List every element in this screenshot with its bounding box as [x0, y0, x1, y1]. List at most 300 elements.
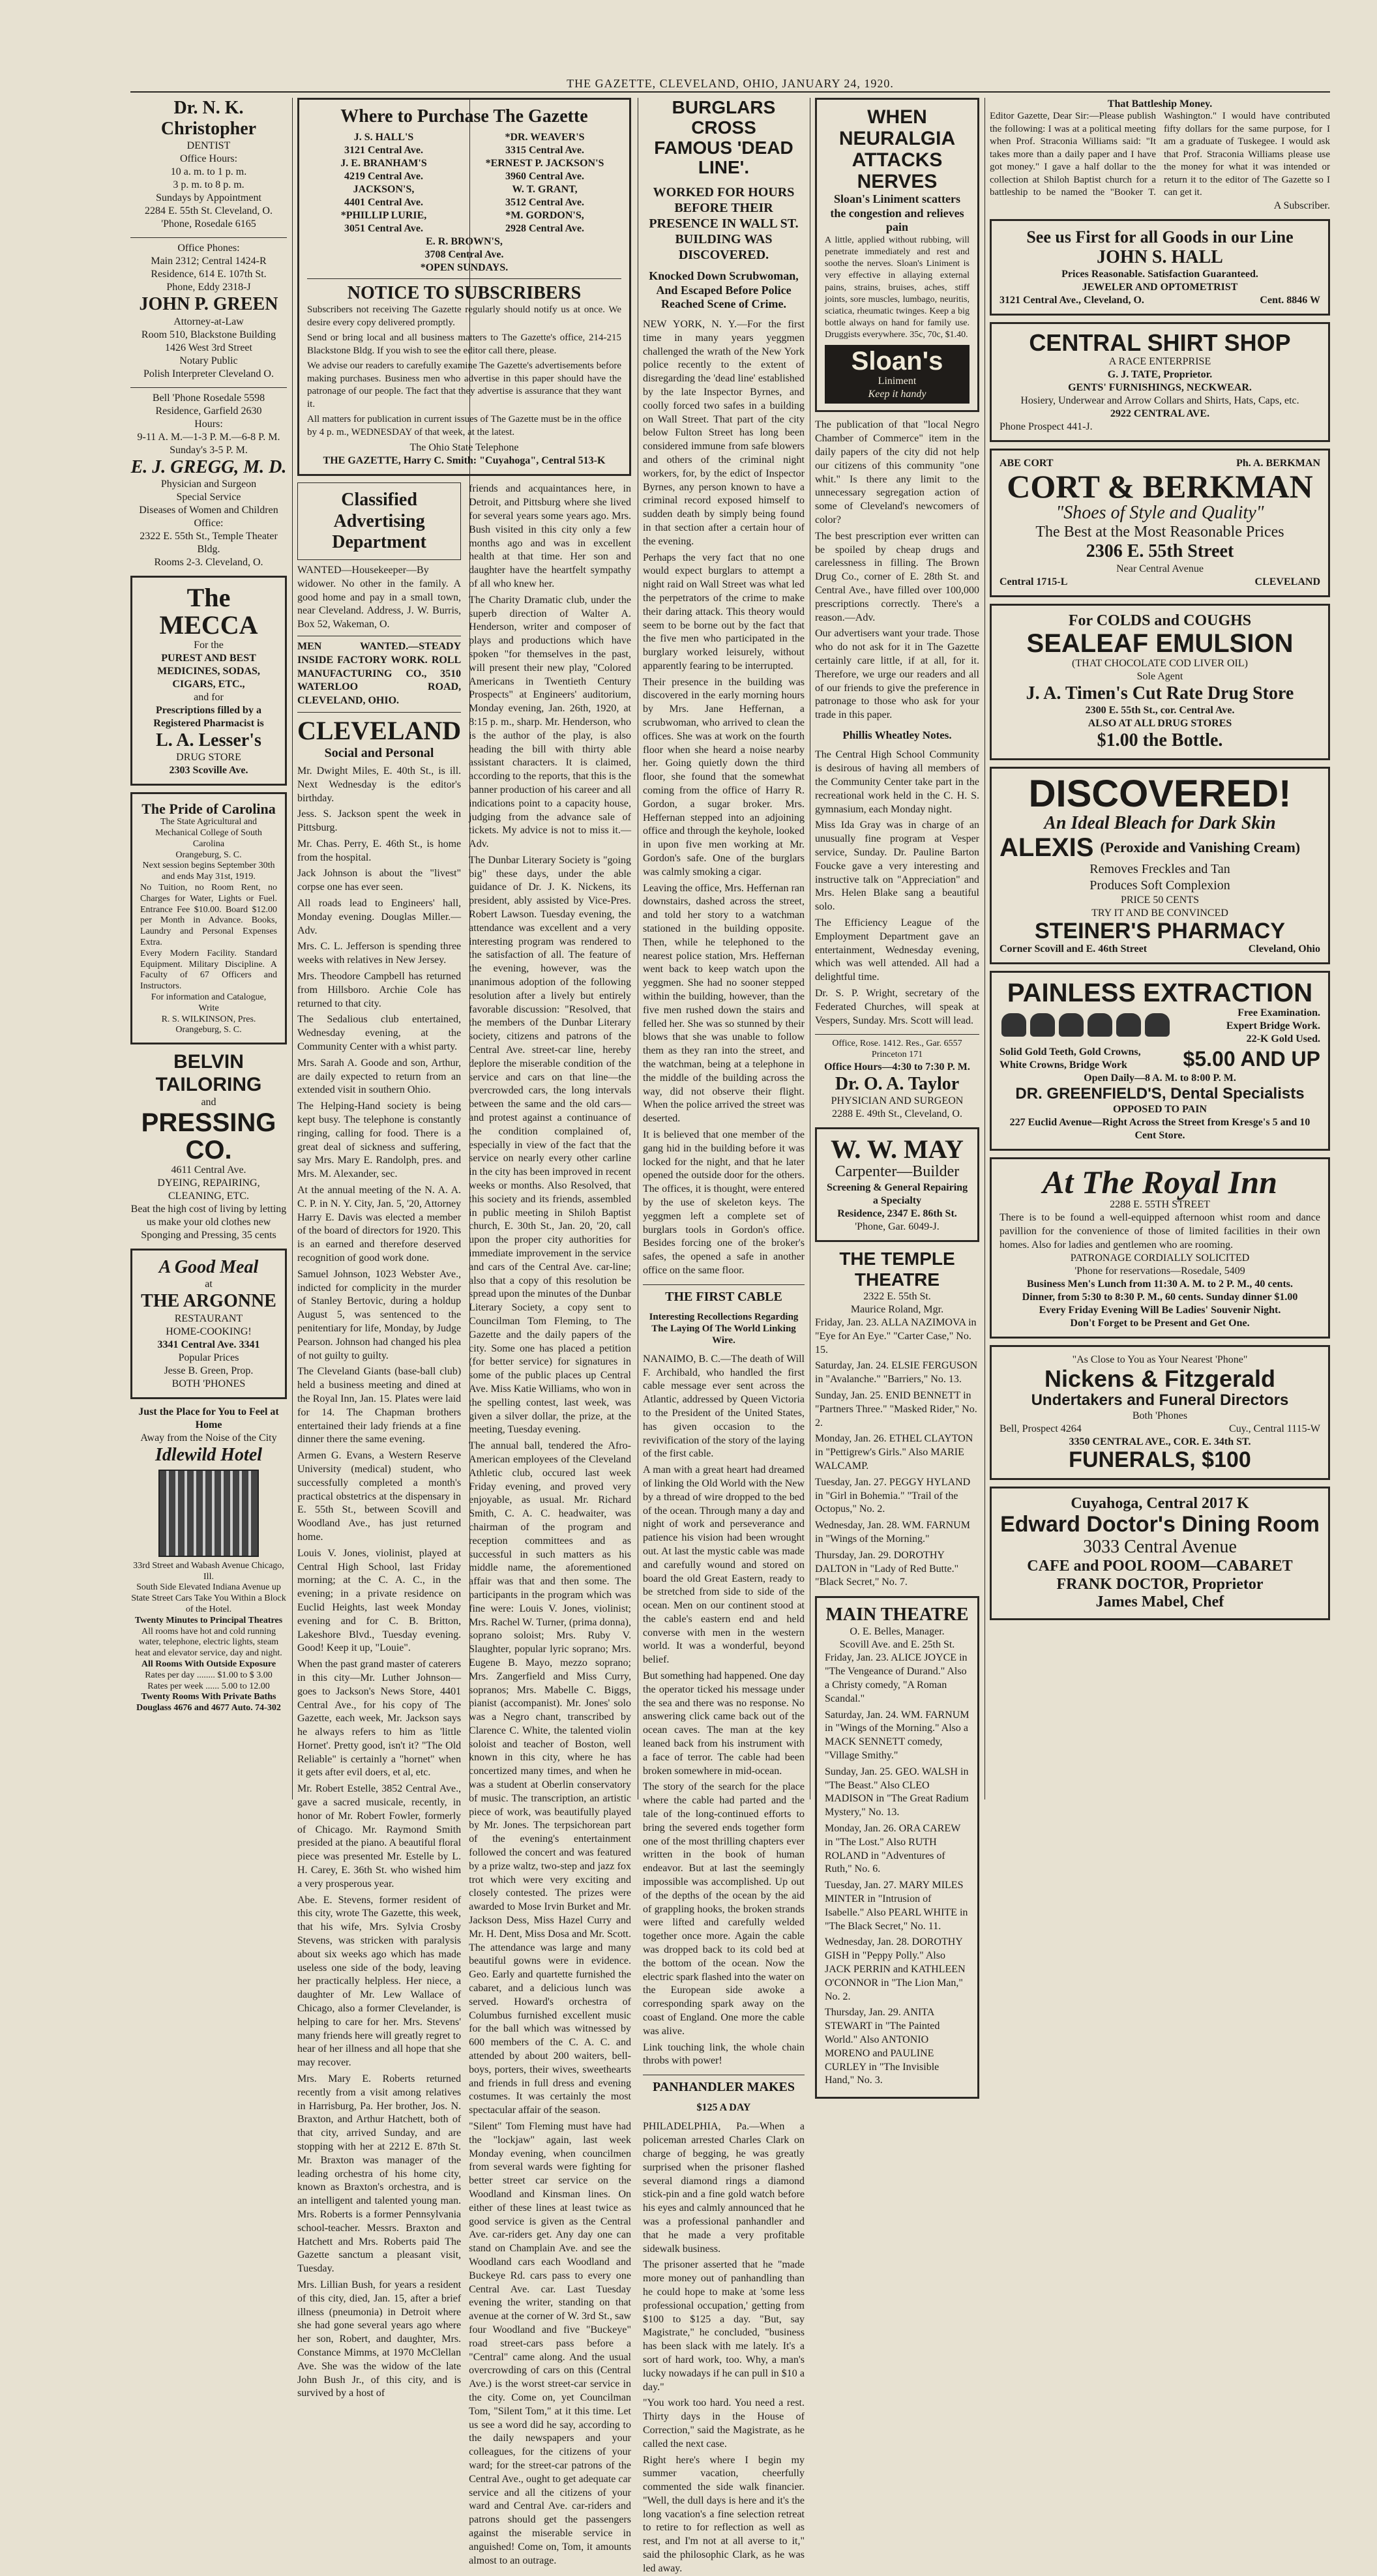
ad-may [815, 1127, 979, 1242]
letter-sign: A Subscriber. [1273, 200, 1330, 211]
classified-ad: MEN WANTED.—STEADY INSIDE FACTORY WORK. ROLL MANUFACTURING CO., 3510 WATERLOO ROAD, CLEVELAND, OHIO. [297, 640, 462, 707]
ad-line: James Mabel, Chef [1095, 1593, 1224, 1611]
ad-line: Physician and Surgeon [160, 478, 257, 490]
column-5 [815, 98, 979, 2086]
logo-text: Sloan's [851, 347, 943, 376]
ad-line: 'Phone, Rosedale 6165 [161, 218, 256, 230]
column-rule [292, 98, 293, 1799]
ad-line: Next session begins September 30th and ends May 31st, 1919. [142, 861, 275, 882]
ad-line: Both 'Phones [1132, 1410, 1188, 1421]
ad-line: 2322 E. 55th St., Temple Theater Bldg. [140, 530, 278, 555]
ad-line: 9-11 A. M.—1-3 P. M.—6-8 P. M. [137, 431, 280, 443]
christopher-title: DENTIST [186, 140, 231, 152]
ad-line: TRY IT AND BE CONVINCED [1091, 907, 1228, 919]
ad-line: 2288 E. 49th St., Cleveland, O. [832, 1108, 962, 1120]
social-item: Mr. Dwight Miles, E. 40th St., is ill. Next Wednesday is the editor's birthday. [297, 765, 462, 804]
ad-line: 227 Euclid Avenue—Right Across the Street from Kresge's 5 and 10 Cent Store. [1009, 1116, 1310, 1141]
funerals-price: FUNERALS, $100 [1069, 1447, 1251, 1472]
seller-address: 3121 Central Ave. [344, 145, 423, 156]
royal-body: There is to be found a well-equipped afternoon whist room and dance pavillion for the convenience of those of limited facilities in their own homes. Also for ladies and gentlemen who are rooming. [999, 1211, 1320, 1251]
ad-discovered [990, 767, 1330, 965]
cable-headline: THE FIRST CABLE [665, 1289, 782, 1304]
article-paragraph: "You work too hard. You need a rest. Thirty days in the House of Correction," said the Magistrate, as he called the next case. [643, 2397, 805, 2450]
ad-line: For COLDS and COUGHS [1068, 612, 1252, 629]
ad-line: Sundays by Appointment [156, 192, 261, 204]
ad-line: White Crowns, Bridge Work [999, 1059, 1127, 1071]
social-item: Armen G. Evans, a Western Reserve University (medical) student, who successfully completed a month's practical obstetrics at the dispensary in E. 55th St., between Scovill and Woodland Ave., has just returned home. [297, 1450, 462, 1543]
social-item: Mrs. Sarah A. Goode and son, Arthur, are daily expected to return from an extended visit in southern Ohio. [297, 1057, 462, 1096]
ad-line: Cuyahoga, Central 2017 K [1071, 1495, 1249, 1513]
social-item: Samuel Johnson, 1023 Webster Ave., indicted for complicity in the murder of Stanley Bertovic, during a holdup August 5, was sentenced to the penitentiary for life, Monday, by Judge Pearson. Johnson had changed his plea of not guilty to guilty. [297, 1268, 462, 1361]
social-item: Mrs. Theodore Campbell has returned from Hillsboro. Archie Cole has returned to that city. [297, 971, 462, 1009]
ad-doctor-dining [990, 1487, 1330, 1620]
seller-address: 3315 Central Ave. [505, 145, 584, 156]
ad-line: 2303 Scoville Ave. [169, 764, 248, 776]
seller-name: JACKSON'S, [353, 184, 415, 196]
ad-line: 3121 Central Ave., Cleveland, O. [999, 294, 1144, 306]
ad-line: Phone, Eddy 2318-J [166, 282, 251, 293]
ad-line: CAFE and POOL ROOM—CABARET [1027, 1557, 1293, 1575]
royal-title: At The Royal Inn [1043, 1163, 1277, 1200]
belvin-title-2: PRESSING CO. [141, 1108, 276, 1165]
ad-line: Douglass 4676 and 4677 Auto. 74-302 [136, 1703, 281, 1713]
article-paragraph: Perhaps the very fact that no one would expect burglars to attempt a night raid on Wall Street was what led the perpetrators of the crime to make their daring attack. This theory would seem to be borne out by the fact that the five men who participated in the burglary worked leisurely, without apparently fearing to be interrupted. [643, 552, 805, 672]
article-paragraph: The Central High School Community is desirous of having all members of the Community Center take part in the recreational work held in the C. H. S. gymnasium, each Monday night. [815, 749, 979, 815]
article-paragraph: The prisoner asserted that he "made more money out of panhandling than he could hope to make at 'some less professional occupation,' getting from $100 to $125 a day. "But, say Magistrate," he concluded, "business has been slack with me lately. It's a sort of hard work, too. Why, a man's lucky nowadays if he can pull in $10 a day." [643, 2259, 805, 2393]
ad-line: Residence, Garfield 2630 [155, 405, 262, 417]
ad-line: For information and Catalogue, Write [151, 992, 267, 1013]
logo-text: Liniment [878, 376, 917, 387]
seller-name: J. S. HALL'S [353, 132, 414, 143]
seller-address: 3512 Central Ave. [505, 197, 584, 209]
ad-line: Bell, Prospect 4264 [999, 1423, 1082, 1434]
ad-line: Free Examination. [1237, 1007, 1320, 1019]
ad-line: Hosiery, Underwear and Arrow Collars and Shirts, Hats, Caps, etc. [1020, 394, 1299, 406]
ad-line: Prices Reasonable. Satisfaction Guaranteed. [1061, 268, 1258, 280]
ad-line: See us First for all Goods in our Line [1026, 227, 1294, 246]
ad-line: and [201, 1097, 216, 1108]
ad-line: 22-K Gold Used. [1246, 1033, 1320, 1045]
ad-line: PRICE 50 CENTS [1120, 894, 1199, 906]
ad-hall [990, 219, 1330, 316]
partner-name: Ph. A. BERKMAN [1236, 457, 1320, 469]
ad-line: Residence, 614 E. 107th St. [151, 269, 267, 280]
seller-address: 3708 Central Ave. [424, 249, 504, 261]
ad-line: PUREST AND BEST [161, 652, 256, 664]
ad-nickens [990, 1345, 1330, 1480]
burglars-deck-2: Knocked Down Scrubwoman, And Escaped Before Police Reached Scene of Crime. [649, 269, 799, 311]
classified-box [297, 482, 461, 560]
social-item: The Helping-Hand society is being kept busy. The telephone is constantly ringing, calling for food. There is a great deal of sickness and suffering, say Mrs. Mary E. Randolph, pres. and Mrs. M. Alexander, sec. [297, 1101, 462, 1180]
partner-name: ABE CORT [999, 457, 1054, 469]
argonne-name: THE ARGONNE [141, 1291, 276, 1312]
notice-paragraph: All matters for publication in current issues of The Gazette must be in the office by 4 p. m., WEDNESDAY of that week, at the latest. [307, 414, 621, 437]
ad-line: Maurice Roland, Mgr. [850, 1304, 944, 1316]
social-item: Jess. S. Jackson spent the week in Pittsburg. [297, 808, 462, 834]
social-item: The annual ball, tendered the Afro-American employees of the Cleveland Athletic club, occured last week Friday evening, and proved very enjoyable, as usual. Mr. Richard Smith, C. A. C. headwaiter, was chairman of the program and reception committees and as successful in such matters as his middle name, the aforementioned affair was that and then some. The participants in the program which was fine were: Louis V. Jones, violinist; Mrs. Rachel W. Turner, (prima donna), soprano soloist; Mrs. Ruby V. Slaughter, popular lyric soprano; Mrs. Eugene B. Mayo, mezzo soprano; Mrs. Zangerfield and Miss Curry, sopranos; Mrs. Mabelle C. Biggs, pianist (accompanist). Mr. Jones' solo was a Negro chant, transcribed by Clarence C. White, the talented violin soloist and teacher of Boston, well known in this city, where he has concertized many times, and when he was a student at Oberlin conservatory of music. The transcription, an artistic piece of work, was beautifully played by Mr. Jones. The terpsichorean part of the evening's entertainment followed the concert and was featured by a prize waltz, two-step and jazz fox trot which were very exciting and closely contested. The prizes were awarded to Mose Irvin Burket and Mr. Jackson Dess, Miss Hazel Curry and Mr. H. Dent, Miss Dosa and Mr. Scott. The attendance was large and many beautiful gowns were in evidence. Geo. Early and quartette furnished the cabaret, and a delicious lunch was served. Howard's orchestra of Columbus furnished excellent music for the ball which was witnessed by 600 members of the C. A. C. and attended by about 200 waiters, bell-boys, porters, their wives, sweethearts and friends in full dress and evening costumes. It was certainly the most spectacular affair of the season. [469, 1440, 631, 2116]
ad-line: 3 p. m. to 8 p. m. [173, 179, 244, 191]
ad-carolina [130, 792, 287, 1044]
showing: Monday, Jan. 26. ETHEL CLAYTON in "Pettigrew's Girls." Also MARIE WALCAMP. [815, 1433, 973, 1472]
editorial-item: Our advertisers want your trade. Those who do not ask for it in The Gazette certainly care little, if at all, for it. Therefore, we urge our readers and all of our friends to give the preference in patronage to those who ask for your trade in this paper. [815, 628, 979, 721]
ad-line: Office Hours: [179, 153, 238, 165]
ad-christopher [130, 98, 287, 231]
ad-line: 2288 E. 55TH STREET [1110, 1198, 1210, 1210]
social-item: Mr. Robert Estelle, 3852 Central Ave., gave a sacred musicale, recently, in honor of Mr. Robert Fowler, formerly of Chicago. Mr. Raymond Smith presided at the piano. A beautiful floral piece was presented Mr. Estelle by L. H. Carey, E. 36th St. who wished him a very prosperous year. [297, 1783, 462, 1889]
green-name: JOHN P. GREEN [139, 294, 278, 315]
belvin-title: BELVIN TAILORING [155, 1051, 262, 1095]
may-name: W. W. MAY [831, 1134, 964, 1164]
mecca-name: L. A. Lesser's [156, 730, 261, 750]
temple-theatre [815, 1249, 979, 1590]
ad-line: 10 a. m. to 1 p. m. [170, 166, 247, 178]
cleveland-title: CLEVELAND [297, 715, 462, 745]
painless-price: $5.00 AND UP [1183, 1046, 1320, 1071]
ad-line: G. J. TATE, Proprietor. [1107, 368, 1213, 380]
showing: Tuesday, Jan. 27. PEGGY HYLAND in "Girl in Bohemia." "Trail of the Octopus," No. 2. [815, 1476, 971, 1515]
burglars-headline [643, 98, 805, 178]
ad-line: Office Phones: [177, 243, 240, 254]
social-item: All roads lead to Engineers' hall, Monday evening. Douglas Miller.—Adv. [297, 898, 462, 936]
ad-line: Notary Public [179, 355, 238, 366]
ad-painless [990, 971, 1330, 1151]
article-paragraph: Their presence in the building was discovered in the early morning hours by Mrs. Jane Heffernan, a scrubwoman, who arrived to clean the offices. She was at work on the fourth floor when she heard a noise nearby her. Going quietly down the third floor, she found that the somewhat coming from the office of Harry R. Gordon, a sugar broker. Mrs. Heffernan stepped into an adjoining office and through the keyhole, looked in upon five men working at Mr. Gordon's safe. One of the burglars was calmly smoking a cigar. [643, 676, 805, 878]
ad-line: Cleveland, Ohio [1248, 943, 1320, 955]
panhandler-headline: PANHANDLER MAKES [653, 2080, 795, 2095]
ad-line: Polish Interpreter Cleveland O. [143, 368, 274, 379]
social-item: "Silent" Tom Fleming must have had the "lockjaw" again, last week Monday evening, when councilmen from several wards were fighting for better street car service on the Woodland and Kinsman lines. On either of these lines at least twice as good service is given as the Central Ave. car-riders get. Any day one can stand on Champlain Ave. and see the Woodland cars each Woodland and Buckeye Rd. cars pass to every one Central Ave. car. Last Tuesday evening the writer, standing on that avenue at the corner of W. 3rd St., saw four Woodland and five "Buckeye" road street-cars pass before a "Central" came along. And the usual overcrowding of cars on this (Central Ave.) is the worst street-car service in the city. Come on, yet Councilman Tom, "Silent Tom," at it this time. Let us see a word did he say, according to the daily newspapers and your colleagues, for the citizens of your ward; for the street-car patrons of the Central Ave., ought to get adequate car service and all the citizens of your ward and Central Ave. car-riders and patrons should get the passengers against the miserable service in anguished! Come on, Tom, it amounts almost to an outrage. [469, 2121, 631, 2566]
ad-gregg [130, 392, 287, 569]
ad-line: Every Modern Facility. Standard Equipment. Military Discipline. A Faculty of 67 Officers and Instructors. [140, 948, 277, 992]
notice-title: NOTICE TO SUBSCRIBERS [347, 283, 582, 304]
ad-line: Business Men's Lunch from 11:30 A. M. to 2 P. M., 40 cents. [1026, 1279, 1293, 1290]
ad-line: 4611 Central Ave. [171, 1164, 246, 1176]
ad-line: Solid Gold Teeth, Gold Crowns, [999, 1046, 1141, 1058]
social-item: friends and acquaintances here, in Detroit, and Pittsburg where she lived for several years some years ago. Mrs. Bush visited in this city only a few months ago and was in excellent health at that time. Her son and daughter have the heartfelt sympathy of all who knew her. [469, 483, 631, 589]
column-6 [990, 98, 1330, 1799]
ad-line: Central 1715-L [999, 576, 1068, 587]
top-rule [130, 91, 1330, 93]
divider [130, 237, 287, 238]
social-item: Mrs. Lillian Bush, for years a resident of this city, died, Jan. 15, after a brief illness (pneumonia) in Detroit where she had gone several years ago where her son, Robert, and daughter, Mrs. Constance Mimms, at 1970 McClellan Ave. She was the widow of the late John Bush Jr., of this city, and is survived by a host of [297, 2279, 462, 2399]
article-paragraph: It is believed that one member of the gang hid in the building before it was locked for the night, and that he later opened the outside door for the others. The offices, it is thought, were entered by the use of skeleton keys. The yeggmen left a complete set of burglars tools in Gordon's office. Besides forcing one of the broker's safes, the opened a safe in another office on the same floor. [643, 1129, 805, 1276]
ad-line: No Tuition, no Room Rent, no Charges for Water, Lights or Fuel. Entrance Fee $10.00. Board $12.00 per Month in Advance. Books, Laundry and Personal Expenses Extra. [140, 883, 277, 947]
editorial-item: The publication of that "local Negro Chamber of Commerce" item in the daily papers of the city did not help our citizens of this community "one whit." Is there any limit to the unnecessary segregation action of some of Cleveland's newcomers of color? [815, 419, 979, 526]
ad-line: O. E. Belles, Manager. [850, 1626, 945, 1638]
ad-line: GENTS' FURNISHINGS, NECKWEAR. [1068, 381, 1252, 393]
ad-line: 2322 E. 55th St. [863, 1291, 931, 1303]
seller-address: 4401 Central Ave. [344, 197, 423, 209]
seller-address: 3051 Central Ave. [344, 223, 423, 235]
ad-line: JEWELER AND OPTOMETRIST [1082, 281, 1238, 293]
ad-line: 3033 Central Avenue [1083, 1536, 1237, 1557]
classified-title: Classified Advertising Department [332, 490, 426, 552]
showing: Wednesday, Jan. 28. DOROTHY GISH in "Peppy Polly." Also JACK PERRIN and KATHLEEN O'CONNOR in "The Lion Man," No. 2. [825, 1936, 966, 2002]
ad-line: 1426 West 3rd Street [165, 342, 252, 353]
showing: Tuesday, Jan. 27. MARY MILES MINTER in "Intrusion of Isabelle." Also PEARL WHITE in "The Black Secret," No. 11. [825, 1880, 968, 1932]
phone-title: The Ohio State Telephone [409, 442, 519, 454]
ad-line: Bell 'Phone Rosedale 5598 [152, 392, 265, 404]
social-item: Mrs. C. L. Jefferson is spending three weeks with relatives in New Jersey. [297, 941, 462, 966]
ad-line: OPPOSED TO PAIN [1112, 1103, 1207, 1115]
ad-line: Rates per week ...... 5.00 to 12.00 [147, 1681, 270, 1691]
ad-line: Office Hours—4:30 to 7:30 P. M. [824, 1061, 970, 1073]
teeth-illustration [999, 1013, 1172, 1040]
ad-line: A RACE ENTERPRISE [1108, 355, 1211, 367]
ad-line: Sunday's 3-5 P. M. [170, 444, 248, 456]
where-to-purchase-box [297, 98, 631, 476]
ad-line: PATRONAGE CORDIALLY SOLICITED [1070, 1252, 1250, 1264]
ad-line: Carpenter—Builder [835, 1163, 960, 1181]
article-paragraph: The Efficiency League of the Employment Department gave an entertainment, Wednesday evening, which was well attended. All had a delightful time. [815, 917, 979, 983]
ad-line: and for [194, 691, 224, 703]
ad-line: Near Central Avenue [1116, 563, 1204, 574]
panhandler-sub: $125 A DAY [696, 2102, 751, 2114]
ad-line: Beat the high cost of living by letting us make your old clothes new [130, 1204, 287, 1228]
divider [297, 712, 461, 713]
ad-line: Special Service [176, 491, 241, 503]
headline-line: BURGLARS CROSS [672, 97, 776, 138]
ad-line: 'Phone, Gar. 6049-J. [855, 1221, 940, 1232]
ad-line: Orangeburg, S. C. [175, 850, 242, 860]
ad-line: DYEING, REPAIRING, CLEANING, ETC. [157, 1177, 260, 1202]
alexis-brand: ALEXIS [999, 833, 1094, 862]
showing: Sunday, Jan. 25. GEO. WALSH in "The Beast." Also CLEO MADISON in "The Great Radium Mystery," No. 13. [825, 1766, 969, 1818]
ad-line: For the [194, 639, 224, 651]
letter-title: That Battleship Money. [1107, 98, 1213, 110]
main-title: MAIN THEATRE [825, 1605, 969, 1625]
ad-line: HOME-COOKING! [166, 1325, 252, 1337]
taylor-name: Dr. O. A. Taylor [835, 1073, 960, 1094]
sloans-body: A little, applied without rubbing, will penetrate immediately and rest and soothe the nerves. Sloan's Liniment is very effective in allaying external pains, strains, bruises, aches, stiff joints, sore muscles, lumbago, neuritis, sciatica, rheumatic twinges. Keep a big bottle always on hand for family use. Druggists everywhere. 35c, 70c, $1.40. [825, 235, 970, 340]
ad-line: Prescriptions filled by a [156, 704, 261, 716]
where-title: Where to Purchase The Gazette [340, 106, 588, 126]
nickens-title: Nickens & Fitzgerald [1044, 1365, 1276, 1393]
ad-line: Screening & General Repairing a Specialty [826, 1181, 968, 1206]
discovered-title: DISCOVERED! [1028, 772, 1292, 815]
doctor-title: Edward Doctor's Dining Room [1000, 1512, 1320, 1537]
ad-line: Corner Scovill and E. 46th Street [999, 943, 1148, 955]
seller-name: *DR. WEAVER'S [505, 132, 585, 143]
seller-address: 4219 Central Ave. [344, 171, 423, 183]
burglars-deck: WORKED FOR HOURS BEFORE THEIR PRESENCE IN WALL ST. BUILDING WAS DISCOVERED. [649, 185, 799, 263]
ad-line: 2300 E. 55th St., cor. Central Ave. [1085, 705, 1235, 717]
ad-taylor [815, 1034, 979, 1121]
headline-line: ATTACKS NERVES [851, 149, 943, 192]
headline-line: FAMOUS 'DEAD LINE'. [654, 137, 793, 178]
ad-cort-berkman [990, 449, 1330, 597]
ad-line: RESTAURANT [174, 1312, 243, 1324]
seller-name: *ERNEST P. JACKSON'S [485, 158, 604, 170]
ad-line: Registered Pharmacist is [153, 717, 264, 729]
notice-paragraph: Send or bring local and all business matters to The Gazette's office, 214-215 Blackstone Bldg. If you wish to see the editor call there, please. [307, 333, 621, 356]
ad-line: Diseases of Women and Children [139, 504, 278, 516]
social-item: Abe. E. Stevens, former resident of this city, wrote The Gazette, this week, that his wife, Mrs. Sylvia Crosby Stevens, was stricken with paralysis about six weeks ago which has made useless one side of the body, leaving her practically helpless. Her niece, a daughter of Mr. Lew Wallace of Chicago, also a former Clevelander, is helping to care for her. Mrs. Stevens' many friends here will greatly regret to hear of her illness and all hope that she may recover. [297, 1894, 462, 2069]
column-2-3 [297, 98, 631, 2566]
ad-line: Sponging and Pressing, 35 cents [141, 1230, 276, 1241]
mecca-title: The MECCA [159, 582, 258, 640]
christopher-name: Dr. N. K. Christopher [160, 98, 257, 140]
shirt-title: CENTRAL SHIRT SHOP [1029, 329, 1291, 356]
ad-line: 'Phone for reservations—Rosedale, 5409 [1074, 1266, 1245, 1277]
ad-line: Rates per day ........ $1.00 to $ 3.00 [145, 1670, 273, 1680]
sloans-logo [825, 345, 970, 404]
showing: Monday, Jan. 26. ORA CAREW in "The Lost." Also RUTH ROLAND in "Adventures of Ruth," No. 6. [825, 1822, 960, 1875]
ad-line: at [205, 1279, 213, 1290]
ad-line: Cent. 8846 W [1260, 294, 1320, 306]
article-paragraph: NEW YORK, N. Y.—For the first time in many years yeggmen challenged the wrath of the New York police recently to the extent of disregarding the 'dead line' established by the late Inspector Byrnes, and coolly forced two safes in a building on Wall Street. That part of the city below Fulton Street has long been considered immune from safe blowers and others of the criminal night workers, for, by the edict of Inspector Byrnes, any person known to have a criminal record exposed himself to sudden death by simply being found in that section after a certain hour of the evening. [643, 318, 805, 547]
ad-line: Don't Forget to be Present and Get One. [1070, 1318, 1250, 1329]
seller-address: 3960 Central Ave. [505, 171, 584, 183]
greenfield-name: DR. GREENFIELD'S, Dental Specialists [1015, 1085, 1305, 1103]
ad-line: Twenty Minutes to Principal Theatres [134, 1615, 283, 1625]
social-item: Louis V. Jones, violinist, played at Central High School, last Friday morning; at the C. A. C., in the evening; in a private residence on Euclid Heights, last week Monday evening and for C. B. Britton, Lakeshore Blvd., Tuesday evening. Good! Keep it up, "Louie". [297, 1547, 462, 1654]
notice-paragraph: Subscribers not receiving The Gazette regularly should notify us at once. We desire every copy delivered promptly. [307, 304, 621, 328]
social-item: The Dunbar Literary Society is "going big" these days, under the able guidance of Dr. J. K. Nickens, its president, ably assisted by Vice-Pres. Robert Lawson. Tuesday evening, the attendance was excellent and a very interesting program was rendered to the satisfaction of all. The feature of the evening, however, was the unanimous adoption of the following resolution after a lively but entirely favorable discussion: "Resolved, that the members of the Dunbar Literary society, citizens and patrons of the Central Ave. street-car line, hereby deplore the miserable condition of the service and cars on that line—the overcrowded cars, the long intervals between the same and the old cars—and protest against a continuance of the condition complained of, especially in view of the fact that the service on nearly every other carline in the city has been improved in recent weeks or months. Also Resolved, that this society and its friends, assembled in public meeting in Shiloh Baptist church, E. 30th St., Jan. 20, '20, call upon the proper city authorities for immediate improvement in the service and cars of the Central Ave. car-line; also that a copy of this resolution be spread upon the minutes of the Dunbar Literary Society, a copy sent to Councilman Tom Fleming, to The Gazette and the daily papers of the city. Some one has placed a petition (for better service) for signatures in some of the public places up Central Ave. Miss Katie Williams, who won in the spelling contest, last week, was given a silver dollar, the prize, at the meeting, Tuesday evening. [469, 854, 631, 1436]
article-paragraph: PHILADELPHIA, Pa.—When a policeman arrested Charles Clark on charge of begging, he was greatly surprised when the prisoner flashed several diamond rings a diamond stick-pin and a fine gold watch before his eyes and calmly announced that he was a professional panhandler and that he made a very profitable sidewalk business. [643, 2121, 805, 2255]
divider [643, 1284, 805, 1285]
ad-line: Popular Prices [178, 1352, 239, 1363]
seller-name: *PHILLIP LURIE, [340, 210, 427, 222]
ad-line: Main 2312; Central 1424-R [151, 256, 267, 267]
ad-line: Undertakers and Funeral Directors [1031, 1391, 1289, 1410]
article-paragraph: Leaving the office, Mrs. Heffernan ran downstairs, dashed across the street, and told her story to a watchman stationed in the building opposite. Then, while he telephoned to the nearest police station, Mrs. Heffernan went back to keep watch upon the yeggmen. She had no sooner stepped within the building, however, than the five men rushed down the stairs and felled her. She was so stunned by their blows that she was unable to follow them as they ran into the street, and the watchman, being at a telephone in the middle of the building across the way, did not observe their flight. When the police arrived the street was deserted. [643, 882, 805, 1125]
ad-line: Sole Agent [1136, 671, 1183, 683]
social-item: Mr. Chas. Perry, E. 46th St., is home from the hospital. [297, 838, 462, 863]
ad-line: Twenty Rooms With Private Baths [141, 1692, 276, 1702]
ad-line: Expert Bridge Work. [1226, 1020, 1320, 1032]
ad-sloans [815, 98, 979, 412]
ad-line: PHYSICIAN AND SURGEON [831, 1095, 964, 1107]
ad-line: Jesse B. Green, Prop. [164, 1365, 254, 1376]
showing: Friday, Jan. 23. ALICE JOYCE in "The Vengeance of Durand." Also a Christy comedy, "A Roman Scandal." [825, 1652, 968, 1704]
social-item: Mrs. Mary E. Roberts returned recently from a visit among relatives in Harrisburg, Pa. Her brother, Jos. N. Braxton, and Arthur Hatchett, both of that city, arrived Sunday, and are stopping with her at 2212 E. 87th St. Mr. Braxton was manager of the leading orchestra of his home city, known as Braxton's orchestra, and is an intelligent and talented young man. Mrs. Roberts is a former Pennsylvania school-teacher. Messrs. Braxton and Hatchett and Mrs. Roberts paid The Gazette sanctum a pleasant visit, Tuesday. [297, 2073, 462, 2275]
wheatley-title: Phillis Wheatley Notes. [842, 729, 952, 741]
classified-ad: WANTED—Housekeeper—By widower. No other in the family. A good home and pay in a small town, near Cleveland. Address, J. W. Burris, Box 52, Wakeman, O. [297, 564, 462, 630]
column-1 [130, 98, 287, 1799]
ad-line: Phone Prospect 441-J. [999, 421, 1093, 432]
ad-royal-inn [990, 1157, 1330, 1339]
ad-green [130, 242, 287, 380]
ad-shirt-shop [990, 322, 1330, 442]
ad-line: (THAT CHOCOLATE COD LIVER OIL) [1072, 658, 1248, 670]
steiner-name: STEINER'S PHARMACY [1034, 918, 1285, 943]
ad-line: Rooms 2-3. Cleveland, O. [154, 556, 263, 568]
showing: Thursday, Jan. 29. ANITA STEWART in "The Painted World." Also ANTONIO MORENO and PAULINE CURLEY in "The Invisible Hand," No. 3. [825, 2007, 940, 2086]
carolina-title: The Pride of Carolina [141, 800, 276, 817]
showing: Sunday, Jan. 25. ENID BENNETT in "Partners Three." "Masked Rider," No. 2. [815, 1390, 977, 1429]
ad-line: BOTH 'PHONES [171, 1378, 246, 1389]
hotel-building-illustration [158, 1470, 259, 1557]
idlewild-name: Idlewild Hotel [155, 1444, 263, 1465]
cable-deck: Interesting Recollections Regarding The Laying Of The World Linking Wire. [649, 1311, 799, 1346]
showing: Friday, Jan. 23. ALLA NAZIMOVA in "Eye for An Eye." "Carter Case," No. 15. [815, 1317, 977, 1355]
cort-title: CORT & BERKMAN [1007, 467, 1313, 505]
seller-name: *M. GORDON'S, [505, 210, 584, 222]
ad-line: $1.00 the Bottle. [1097, 730, 1223, 751]
columns-2-3-body [297, 482, 631, 2570]
letter-body: Editor Gazette, Dear Sir:—Please publish the following: I was at a political meeting when Prof. Straconia Williams said: "It takes more than a daily paper and I have got money." I gave a half dollar to the collection at Shiloh Baptist church for a battleship to be named the "Booker T. Washington." I would have contributed fifty dollars for the same purpose, for I am a graduate of Tuskegee. I would ask that Prof. Straconia Williams please use the money for what it was intended or return it to the editor of The Gazette so I can get it. [990, 111, 1330, 198]
ad-belvin [130, 1051, 287, 1242]
ad-argonne [130, 1249, 287, 1399]
ad-line: All rooms have hot and cold running water, telephone, electric lights, steam heat and elevator service, day and night. [135, 1626, 282, 1659]
ad-sealeaf [990, 604, 1330, 760]
article-paragraph: NANAIMO, B. C.—The death of Will F. Archibald, who handled the first cable message ever sent across the Atlantic, addressed by Queen Victoria to the President of the United States, has given occasion to the revivification of the story of the laying of the first cable. [643, 1353, 805, 1460]
ad-line: Residence, 2347 E. 86th St. [837, 1207, 957, 1219]
ad-line: (Peroxide and Vanishing Cream) [1100, 839, 1301, 856]
social-item: The Cleveland Giants (base-ball club) held a business meeting and dined at the Royal Inn, Jan. 15. Plates were laid for 14. The Chapman brothers entertained their lady friends at a fine dinner there the same evening. [297, 1366, 462, 1445]
painless-title: PAINLESS EXTRACTION [1007, 979, 1313, 1008]
headline-line: WHEN NEURALGIA [838, 106, 956, 149]
ad-mecca [130, 576, 287, 786]
temple-title: THE TEMPLE THEATRE [839, 1248, 955, 1290]
seller-note: *OPEN SUNDAYS. [420, 262, 509, 274]
ad-line: Cuy., Central 1115-W [1229, 1423, 1320, 1434]
column-3 [469, 482, 631, 2570]
ad-line: Hours: [194, 418, 223, 430]
article-paragraph: But something had happened. One day the operator ticked his message under the sea and there was no response. No answering click came back out of the ocean caves. The man at the key leaned back from his instrument with a face of terror. The cable had been broken somewhere in mid-ocean. [643, 1670, 805, 1777]
ad-line: Scovill Ave. and E. 25th St. [839, 1639, 955, 1651]
hall-name: JOHN S. HALL [1097, 246, 1223, 267]
notice-paragraph: We advise our readers to carefully examine The Gazette's advertisements before making purchases. Business men who advertise in this paper should have the patronage of our people. The fact that they advertise is assurance that they want it. [307, 361, 621, 409]
ad-line: MEDICINES, SODAS, [157, 665, 260, 677]
divider [307, 278, 621, 279]
ad-line: R. S. WILKINSON, Pres. Orangeburg, S. C. [161, 1014, 256, 1035]
argonne-title: A Good Meal [158, 1257, 259, 1278]
ad-line: An Ideal Bleach for Dark Skin [1044, 812, 1276, 833]
showing: Saturday, Jan. 24. WM. FARNUM in "Wings of the Morning." Also a MACK SENNETT comedy, "Village Smithy." [825, 1709, 970, 1761]
ad-line: Open Daily—8 A. M. to 8:00 P. M. [1084, 1073, 1236, 1084]
social-item: At the annual meeting of the N. A. A. C. P. in N. Y. City, Jan. 5, '20, Attorney Harry E. Davis was elected a member of the board of directors for 1920. This is an earned and therefore deserved recognition of good work done. [297, 1185, 462, 1264]
letter-battleship [990, 98, 1330, 213]
sealeaf-title: SEALEAF EMULSION [1026, 629, 1294, 659]
ad-line: 2306 E. 55th Street [1086, 541, 1234, 562]
ad-line: Every Friday Evening Will Be Ladies' Souvenir Night. [1039, 1305, 1281, 1316]
ad-line: J. A. Timen's Cut Rate Drug Store [1026, 683, 1294, 704]
sloans-deck: Sloan's Liniment scatters the congestion and relieves pain [830, 192, 964, 234]
column-4 [643, 97, 805, 2574]
article-paragraph: Link touching link, the whole chain throbs with power! [643, 2041, 805, 2067]
gregg-name: E. J. GREGG, M. D. [130, 456, 287, 477]
ad-line: The State Agricultural and Mechanical College of South Carolina [155, 817, 262, 849]
ad-line: 2284 E. 55th St. Cleveland, O. [145, 205, 273, 217]
ad-line: CLEVELAND [1254, 576, 1320, 587]
showing: Wednesday, Jan. 28. WM. FARNUM in "Wings of the Morning." [815, 1520, 970, 1545]
article-paragraph: The story of the search for the place where the cable had parted and the tale of the long-continued efforts to bring the severed ends together form one of the most thrilling chapters ever written in the book of human endeavor. But at last the seemingly impossible was accomplished. Up out of the depths of the ocean by the aid of grappling hooks, the broken strands were lifted and carefully welded together once more. Again the cable was dropped back to its cold bed at the bottom of the ocean. Now the electric spark flashed into the water on the European side awoke a corresponding spark away on the coast of England. One more the cable was alive. [643, 1781, 805, 2037]
social-item: The Sedalious club entertained, Wednesday evening, at the Community Center with a whist party. [297, 1014, 462, 1053]
ad-line: Attorney-at-Law [173, 316, 244, 327]
article-paragraph: A man with a great heart had dreamed of linking the Old World with the New by a thread of wire dropped to the bed of the ocean. Through many a day and night of work and perseverance and patience his vision had been wrought out. At last the mystic cable was made and carefully wound and stored on board the old Great Eastern, ready to be stretched from side to side of the ocean. Men on our continent stood at the cable's eastern end and held converse with men in the western world. It was a wonderful, beyond belief. [643, 1464, 805, 1666]
showing: Saturday, Jan. 24. ELSIE FERGUSON in "Avalanche." "Barriers," No. 13. [815, 1360, 978, 1385]
seller-name: W. T. GRANT, [512, 184, 578, 196]
ad-line: DRUG STORE [176, 751, 241, 763]
seller-name: E. R. BROWN'S, [426, 236, 503, 248]
phone-line: THE GAZETTE, Harry C. Smith: "Cuyahoga", Central 513-K [323, 455, 606, 467]
showing: Thursday, Jan. 29. DOROTHY DALTON in "Lady of Red Butte." "Black Secret," No. 7. [815, 1549, 959, 1588]
ad-line: "As Close to You as Your Nearest 'Phone" [1072, 1354, 1248, 1366]
ad-idlewild [130, 1406, 287, 1714]
ad-line: 3341 Central Ave. 3341 [157, 1339, 260, 1350]
ad-line: Office: [194, 517, 224, 529]
ad-line: 2922 CENTRAL AVE. [1110, 407, 1210, 419]
article-paragraph: Miss Ida Gray was in charge of an unusually fine program at Vesper service, Sunday. Dr. Pauline Barton Foucke gave a very interesting and instructive talk on "Appreciation" and Mrs. Helen Blake sang a beautiful solo. [815, 820, 979, 913]
ad-line: Room 510, Blackstone Building [141, 329, 276, 340]
editorial-item: The best prescription ever written can be spoiled by cheap drugs and carelessness in filling. The Brown Drug Co., corner of E. 28th St. and Central Ave., have filled over 100,000 prescriptions correctly. There's a reason.—Adv. [815, 530, 979, 623]
main-theatre [815, 1596, 979, 2099]
ad-line: 3350 CENTRAL AVE., COR. E. 34th ST. [1069, 1436, 1251, 1447]
ad-line: The Best at the Most Reasonable Prices [1035, 523, 1284, 540]
article-paragraph: Right here's where I begin my summer vacation, cheerfully commented the side walk financier. "Well, the dull days is here and it's the long vacation's a fine selection retreat to retire to for reflection as well as rest, and I'm not at all averse to it," said the philosophic Clark, as he was led away. [643, 2454, 805, 2574]
